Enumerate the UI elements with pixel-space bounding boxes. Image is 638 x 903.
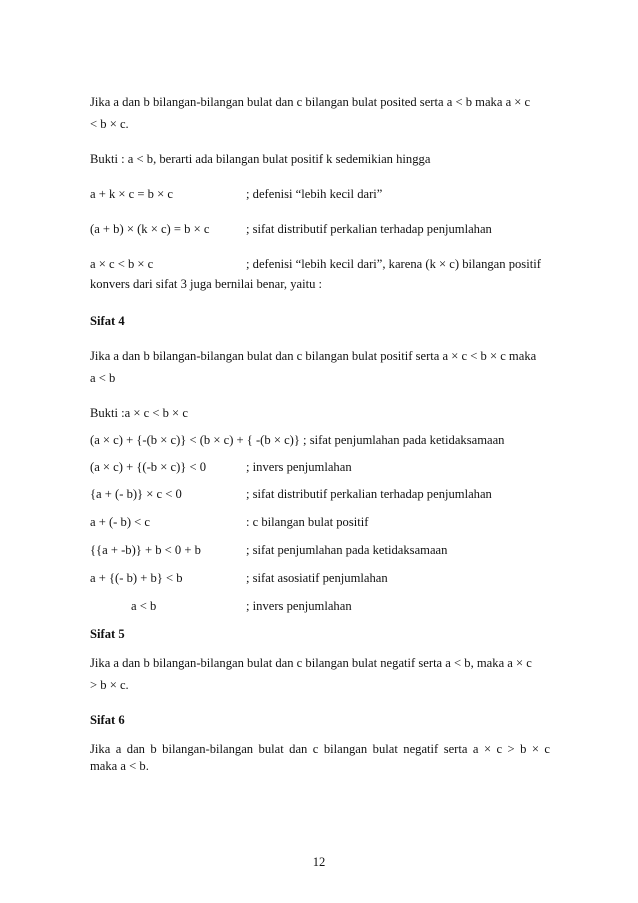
sifat5-statement-line1: Jika a dan b bilangan-bilangan bulat dan c bilangan bulat negatif serta a < b, maka a × c [90,656,532,670]
sifat6-statement-line1: Jika a dan b bilangan-bilangan bulat dan c bilangan bulat negatif serta a × c > b × c [90,742,550,756]
sifat6-heading: Sifat 6 [90,713,125,727]
converse-note: konvers dari sifat 3 juga bernilai benar, yaitu : [90,277,323,291]
sifat3-proof-intro: Bukti : a < b, berarti ada bilangan bulat positif k sedemikian hingga [90,152,431,166]
sifat6-statement-line2: maka a < b. [90,759,149,773]
proof3-step2-expr: (a + b) × (k × c) = b × c [90,222,210,236]
proof4-step3-expr: a + (- b) < c [90,515,151,529]
sifat4-heading: Sifat 4 [90,314,125,328]
proof4-step2-reason: ; sifat distributif perkalian terhadap penjumlahan [246,487,492,501]
sifat3-statement-line2: < b × c. [90,117,129,131]
sifat4-proof-line1: (a × c) + {-(b × c)} < (b × c) + { -(b × c)} ; sifat penjumlahan pada ketidaksamaan [90,433,505,447]
proof4-step3-reason: : c bilangan bulat positif [246,515,369,529]
proof3-step3-expr: a × c < b × c [90,257,154,271]
sifat4-statement-line1: Jika a dan b bilangan-bilangan bulat dan c bilangan bulat positif serta a × c < b × c maka [90,349,537,363]
proof4-step5-reason: ; sifat asosiatif penjumlahan [246,571,388,585]
proof3-step1-expr: a + k × c = b × c [90,187,173,201]
page-number: 12 [312,855,326,869]
sifat4-proof-intro: Bukti :a × c < b × c [90,406,188,420]
proof3-step2-reason: ; sifat distributif perkalian terhadap penjumlahan [246,222,492,236]
proof3-step1-reason: ; defenisi “lebih kecil dari” [246,187,383,201]
proof4-step6-reason: ; invers penjumlahan [246,599,352,613]
sifat5-statement-line2: > b × c. [90,678,129,692]
proof4-step4-reason: ; sifat penjumlahan pada ketidaksamaan [246,543,448,557]
sifat4-statement-line2: a < b [90,371,116,385]
sifat3-statement-line1: Jika a dan b bilangan-bilangan bulat dan c bilangan bulat posited serta a < b maka a × c [90,95,531,109]
proof4-step6-expr: a < b [131,599,157,613]
proof4-step1-reason: ; invers penjumlahan [246,460,352,474]
sifat5-heading: Sifat 5 [90,627,125,641]
proof3-step3-reason: ; defenisi “lebih kecil dari”, karena (k × c) bilangan positif [246,257,541,271]
proof4-step4-expr: {{a + -b)} + b < 0 + b [90,543,201,557]
proof4-step1-expr: (a × c) + {(-b × c)} < 0 [90,460,207,474]
proof4-step5-expr: a + {(- b) + b} < b [90,571,183,585]
proof4-step2-expr: {a + (- b)} × c < 0 [90,487,182,501]
